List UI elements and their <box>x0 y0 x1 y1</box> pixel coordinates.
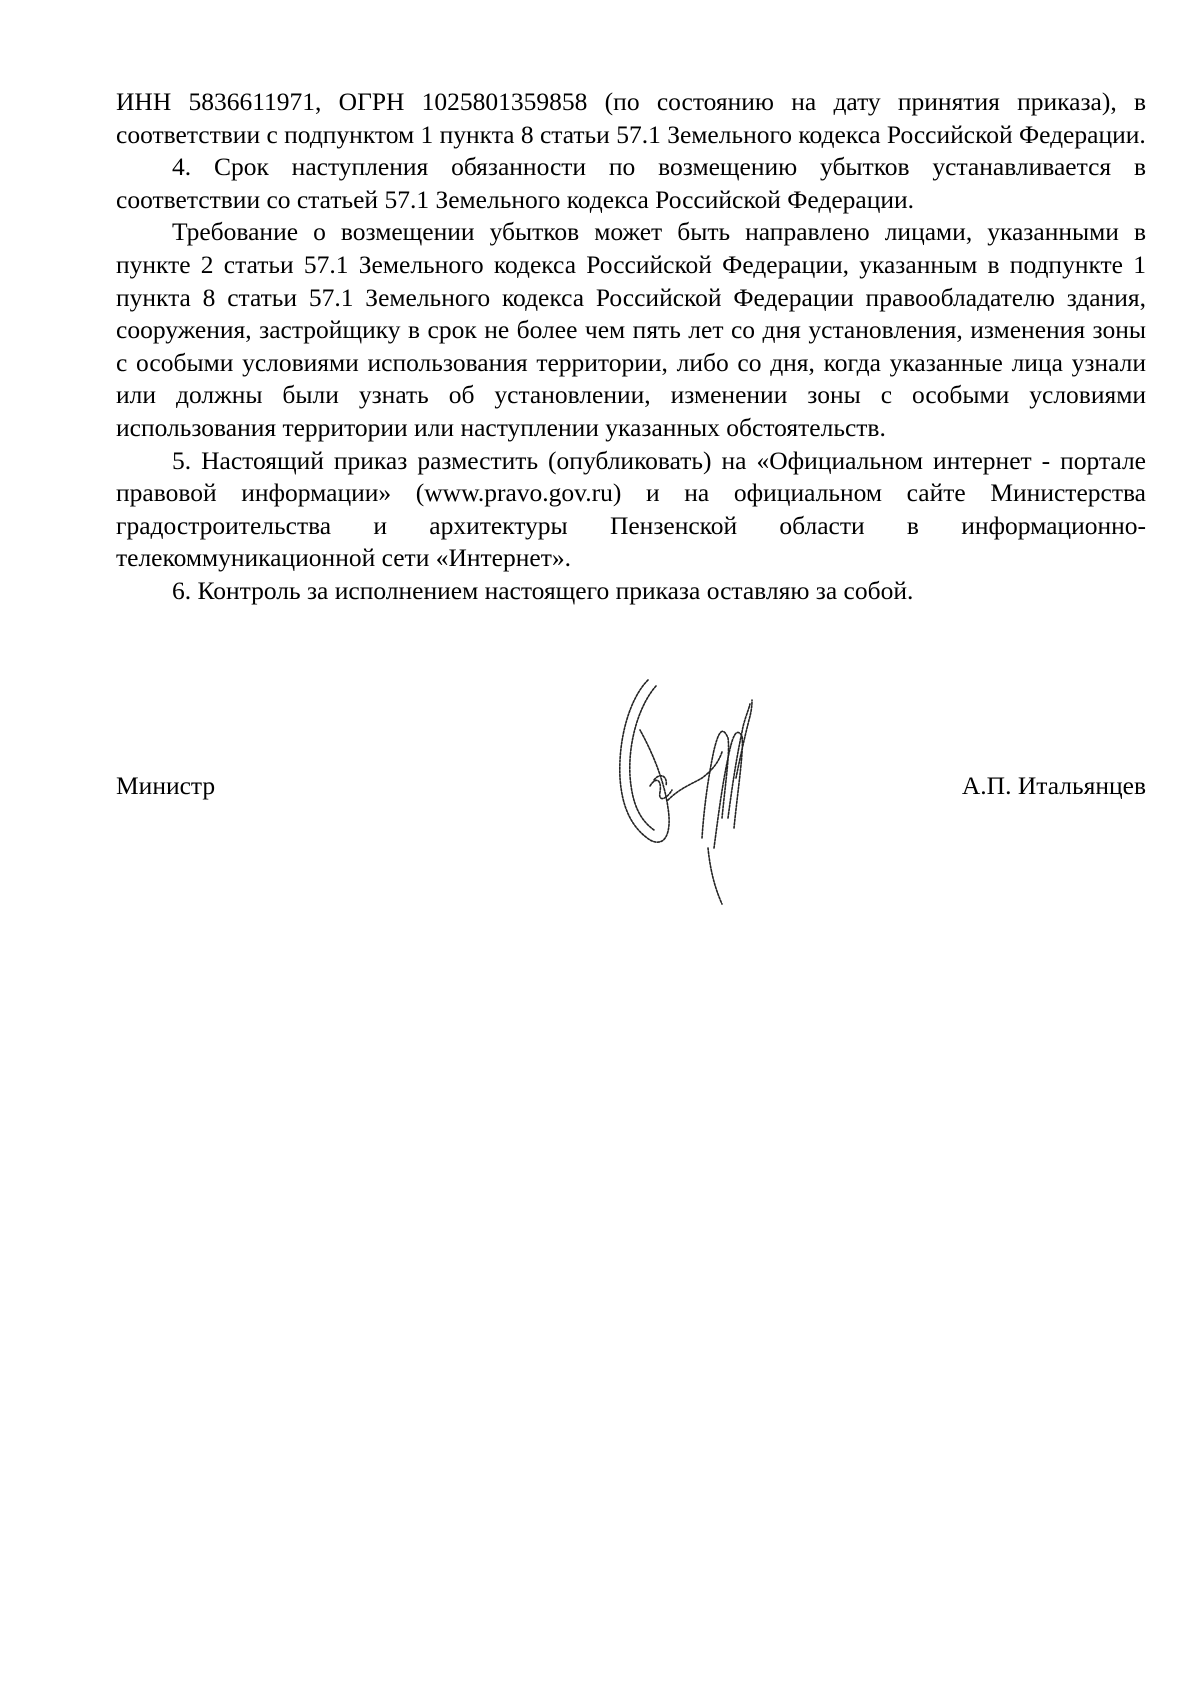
signatory-name: А.П. Итальянцев <box>961 771 1146 800</box>
handwritten-signature-icon <box>610 668 810 913</box>
paragraph-item-6: 6. Контроль за исполнением настоящего приказа оставляю за собой. <box>172 575 914 605</box>
paragraph-item-4: 4. Срок наступления обязанности по возмещению убытков устанавливается в соответствии со статьей 57.1 Земельного кодекса Российской Федерации. <box>116 152 1146 214</box>
paragraph-damages-claim: Требование о возмещении убытков может быть направлено лицами, указанными в пункте 2 статьи 57.1 Земельного кодекса Российской Федерации, указанным в подпункте 1 пункта 8 статьи 57.1 Земельного кодекса Российской Федерации правообладателю здания, сооружения, застройщику в срок не более чем пять лет со дня установления, изменения зоны с особыми условиями использования территории, либо со дня, когда указанные лица узнали или должны были узнать об установлении, изменении зоны с особыми условиями использования территории или наступлении указанных обстоятельств. <box>116 217 1146 442</box>
paragraph-item-5: 5. Настоящий приказ разместить (опубликовать) на «Официальном интернет - портале правовой информации» (www.pravo.gov.ru) и на официальном сайте Министерства градостроительства и архитектуры Пензенской области в информационно-телекоммуникационной сети «Интернет». <box>116 445 1146 573</box>
paragraph-inn-ogrn: ИНН 5836611971, ОГРН 1025801359858 (по состоянию на дату принятия приказа), в соответствии с подпунктом 1 пункта 8 статьи 57.1 Земельного кодекса Российской Федерации. <box>116 87 1146 149</box>
signatory-title: Министр <box>116 771 216 800</box>
document-body <box>116 86 1146 608</box>
